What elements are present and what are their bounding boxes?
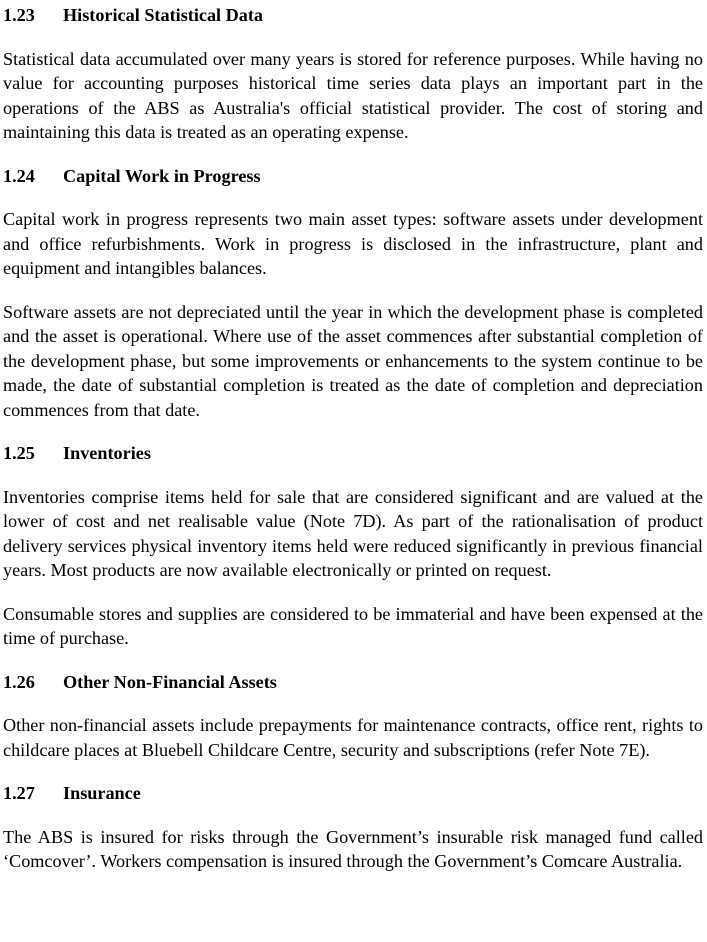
section-heading — [3, 781, 703, 806]
body-paragraph: Other non-financial assets include prepayments for maintenance contracts, office rent, rights to childcare places at Bluebell Childcare Centre, security and subscriptions (refer Note 7E). — [3, 715, 703, 760]
document-section — [3, 441, 703, 651]
body-paragraph: Inventories comprise items held for sale that are considered significant and are valued at the lower of cost and net realisable value (Note 7D). As part of the rationalisation of product delivery services physical inventory items held were reduced significantly in previous financial years. Most products are now available electronically or printed on request. — [3, 486, 703, 580]
body-paragraph: Software assets are not depreciated until the year in which the development phase is completed and the asset is operational. Where use of the asset commences after substantial completion of the development phase, but some improvements or enhancements to the system continue to be made, the date of substantial completion is treated as the date of completion and depreciation commences from that date. — [3, 301, 703, 420]
section-number: 1.27 — [3, 783, 35, 803]
section-title: Insurance — [63, 783, 141, 803]
document-section — [3, 670, 703, 763]
document-section — [3, 164, 703, 423]
body-paragraph: The ABS is insured for risks through the Government’s insurable risk managed fund called ‘Comcover’. Workers compensation is insured through the Government’s Comcare Australia. — [3, 826, 703, 871]
document-section — [3, 781, 703, 874]
body-paragraph: Capital work in progress represents two main asset types: software assets under development and office refurbishments. Work in progress is disclosed in the infrastructure, plant and equipment and intangibles balances. — [3, 209, 703, 278]
body-paragraph: Statistical data accumulated over many years is stored for reference purposes. While having no value for accounting purposes historical time series data plays an important part in the operations of the ABS as Australia's official statistical provider. The cost of storing and maintaining this data is treated as an operating expense. — [3, 48, 703, 142]
section-heading — [3, 441, 703, 466]
section-title: Capital Work in Progress — [63, 165, 261, 186]
section-title: Historical Statistical Data — [63, 5, 264, 25]
section-heading — [3, 670, 703, 695]
section-title: Other Non-Financial Assets — [63, 671, 277, 692]
section-heading — [3, 164, 703, 189]
section-heading — [3, 3, 703, 28]
section-number: 1.23 — [3, 5, 35, 25]
section-number: 1.24 — [3, 165, 35, 186]
section-number: 1.25 — [3, 443, 35, 463]
section-title: Inventories — [63, 443, 151, 463]
document-section — [3, 3, 703, 145]
section-number: 1.26 — [3, 671, 35, 692]
body-paragraph: Consumable stores and supplies are considered to be immaterial and have been expensed at the time of purchase. — [3, 603, 703, 648]
